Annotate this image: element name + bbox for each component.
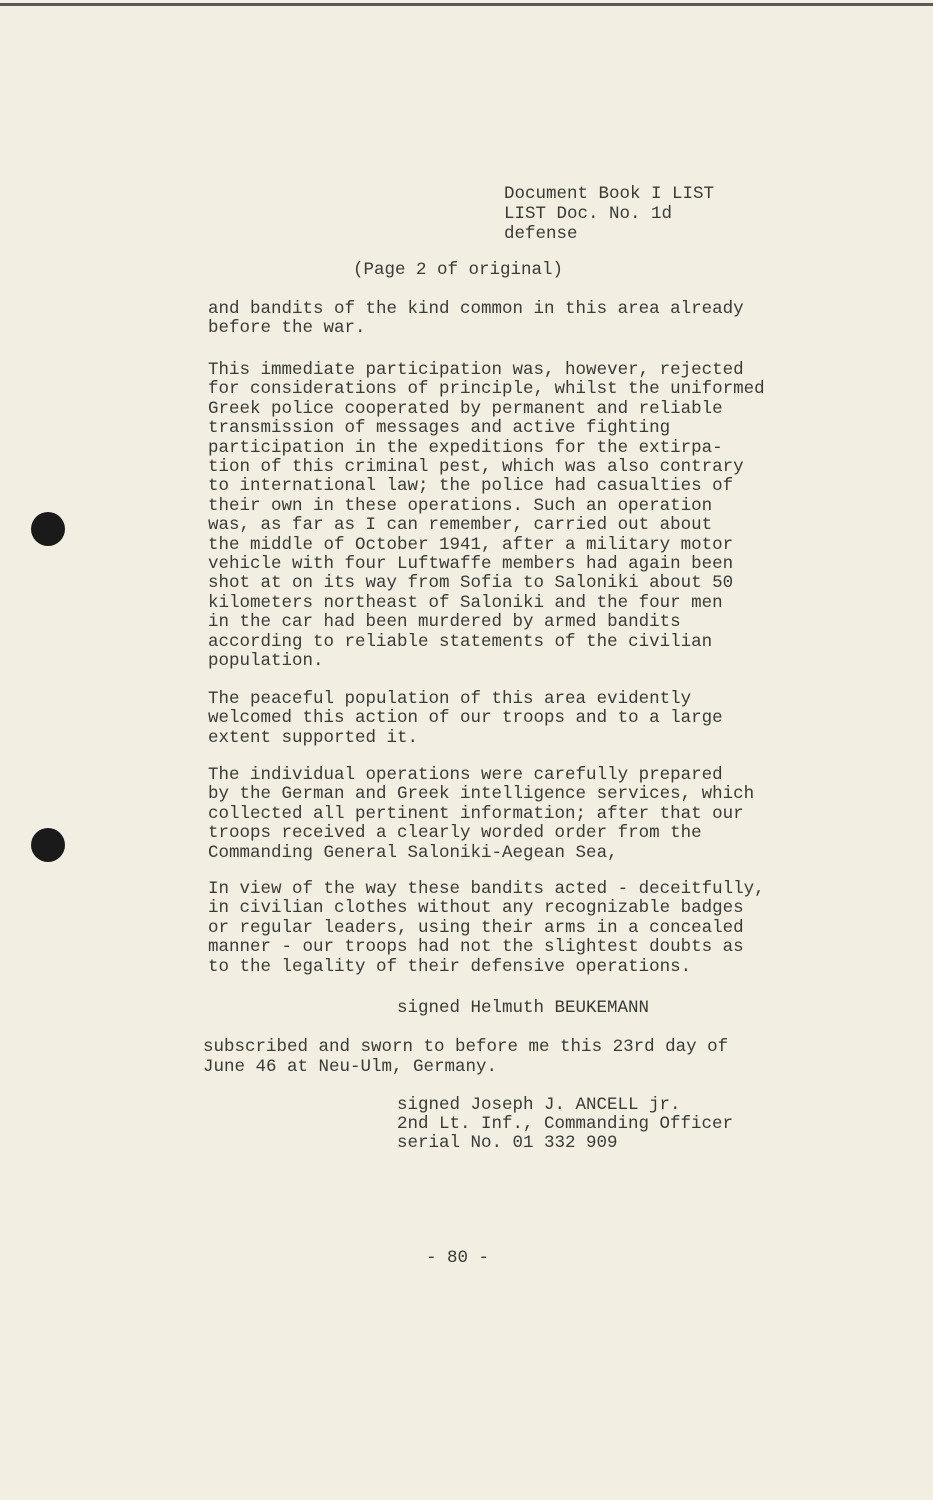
text-line: in the car had been murdered by armed bandits <box>208 612 681 633</box>
text-line: shot at on its way from Sofia to Saloniki about 50 <box>208 573 734 594</box>
paragraph-2 <box>208 361 828 672</box>
paragraph-3 <box>208 690 828 748</box>
text-line: manner - our troops had not the slightest doubts as <box>208 937 744 958</box>
text-line: participation in the expeditions for the extirpa- <box>208 437 723 458</box>
text-line: according to reliable statements of the civilian <box>208 631 713 652</box>
paragraph-4 <box>208 766 828 863</box>
oath-statement <box>203 1037 728 1077</box>
text-line: serial No. 01 332 909 <box>397 1133 618 1153</box>
text-line: troops received a clearly worded order from the <box>208 823 702 844</box>
text-line: tion of this criminal pest, which was also contrary <box>208 457 744 478</box>
text-line: In view of the way these bandits acted - deceitfully, <box>208 879 765 899</box>
text-line: vehicle with four Luftwaffe members had again been <box>208 554 734 575</box>
text-line: 2nd Lt. Inf., Commanding Officer <box>397 1114 734 1134</box>
header-line: defense <box>504 224 578 244</box>
paragraph-1 <box>208 300 828 339</box>
punch-hole-lower <box>31 828 65 862</box>
text-line: transmission of messages and active fighting <box>208 418 671 439</box>
text-line: welcomed this action of our troops and to a large <box>208 708 723 729</box>
text-line: subscribed and sworn to before me this 23rd day of <box>203 1037 729 1057</box>
text-line: or regular leaders, using their arms in a concealed <box>208 917 744 938</box>
text-line: kilometers northeast of Saloniki and the four men <box>208 592 723 613</box>
page-note: (Page 2 of original) <box>353 260 564 280</box>
text-line: to international law; the police had casualties of <box>208 476 734 497</box>
text-line: for considerations of principle, whilst the uniformed <box>208 379 765 400</box>
paragraph-5 <box>208 880 828 977</box>
text-line: the middle of October 1941, after a military motor <box>208 534 734 555</box>
text-line: before the war. <box>208 318 366 339</box>
text-line: Greek police cooperated by permanent and reliable <box>208 398 723 419</box>
affiant-signature: signed Helmuth BEUKEMANN <box>397 998 650 1018</box>
text-line: by the German and Greek intelligence services, which <box>208 784 755 805</box>
document-header <box>504 184 714 244</box>
text-line: The peaceful population of this area evidently <box>208 689 692 709</box>
header-line: Document Book I LIST <box>504 184 715 204</box>
text-line: population. <box>208 651 324 672</box>
top-edge-rule <box>0 3 933 6</box>
text-line: This immediate participation was, however, rejected <box>208 360 744 380</box>
text-line: The individual operations were carefully prepared <box>208 765 723 785</box>
header-line: LIST Doc. No. 1d <box>504 204 673 224</box>
punch-hole-upper <box>31 512 65 546</box>
officer-signature-block <box>397 1096 733 1153</box>
page-number: - 80 - <box>426 1248 490 1268</box>
text-line: was, as far as I can remember, carried out about <box>208 515 713 536</box>
text-line: their own in these operations. Such an operation <box>208 495 713 516</box>
text-line: signed Joseph J. ANCELL jr. <box>397 1095 681 1115</box>
text-line: and bandits of the kind common in this area already <box>208 299 744 319</box>
text-line: Commanding General Saloniki-Aegean Sea, <box>208 842 618 863</box>
text-line: to the legality of their defensive operations. <box>208 956 692 977</box>
text-line: June 46 at Neu-Ulm, Germany. <box>203 1057 498 1077</box>
text-line: collected all pertinent information; after that our <box>208 803 744 824</box>
text-line: in civilian clothes without any recognizable badges <box>208 898 744 919</box>
text-line: extent supported it. <box>208 727 419 748</box>
